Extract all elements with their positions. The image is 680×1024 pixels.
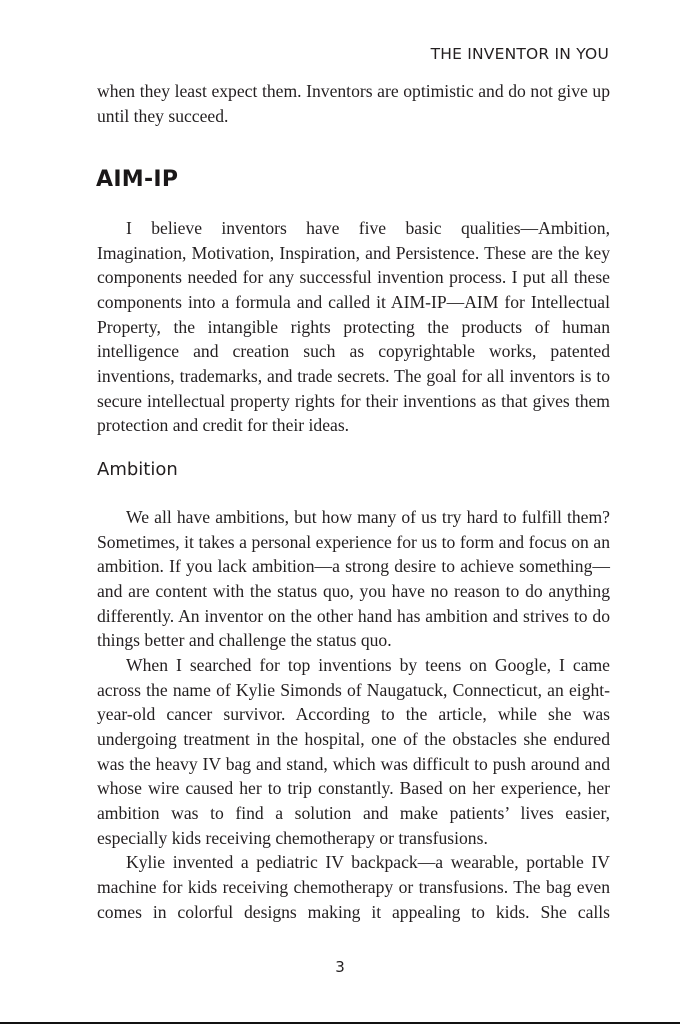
paragraph: I believe inventors have five basic qualities—Ambition, Imagination, Motivation, Inspiration, and Persistence. These are the key components needed for any successful invention process. I put all these components into a formula and called it AIM-IP—AIM for Intellectual Property, the intangible rights protecting the products of human intelligence and creation such as copyrightable works, patented inventions, trademarks, and trade secrets. The goal for all inventors is to secure intellectual property rights for their inventions as that gives them protection and credit for their ideas. (97, 218, 610, 436)
page-number: 3 (335, 958, 345, 976)
running-head: THE INVENTOR IN YOU (430, 45, 609, 63)
paragraph: when they least expect them. Inventors are optimistic and do not give up until they succeed. (97, 81, 610, 126)
paragraph: When I searched for top inventions by teens on Google, I came across the name of Kylie Simonds of Naugatuck, Connecticut, an eight-year-old cancer survivor. According to the article, while she was undergoing treatment in the hospital, one of the obstacles she endured was the heavy IV bag and stand, which was difficult to push around and whose wire caused her to trip constantly. Based on her experience, her ambition was to find a solution and make patients’ lives easier, especially kids receiving chemotherapy or transfusions. (97, 654, 610, 848)
paragraph: We all have ambitions, but how many of us try hard to fulfill them? Sometimes, it takes a personal experience for us to form and focus on an ambition. If you lack ambition—a strong desire to achieve something—and are content with the status quo, you have no reason to do anything differently. An inventor on the other hand has ambition and strives to do things better and challenge the status quo. (97, 507, 610, 651)
subsection-heading-ambition: Ambition (97, 459, 178, 480)
intro-text (97, 79, 610, 128)
paragraph: Kylie invented a pediatric IV backpack—a wearable, portable IV machine for kids receiving chemotherapy or transfusions. The bag even comes in colorful designs making it appealing to kids. She calls (97, 852, 610, 922)
ambition-text (97, 505, 610, 924)
aim-ip-text (97, 216, 610, 438)
section-heading-aim-ip: AIM-IP (96, 167, 179, 192)
